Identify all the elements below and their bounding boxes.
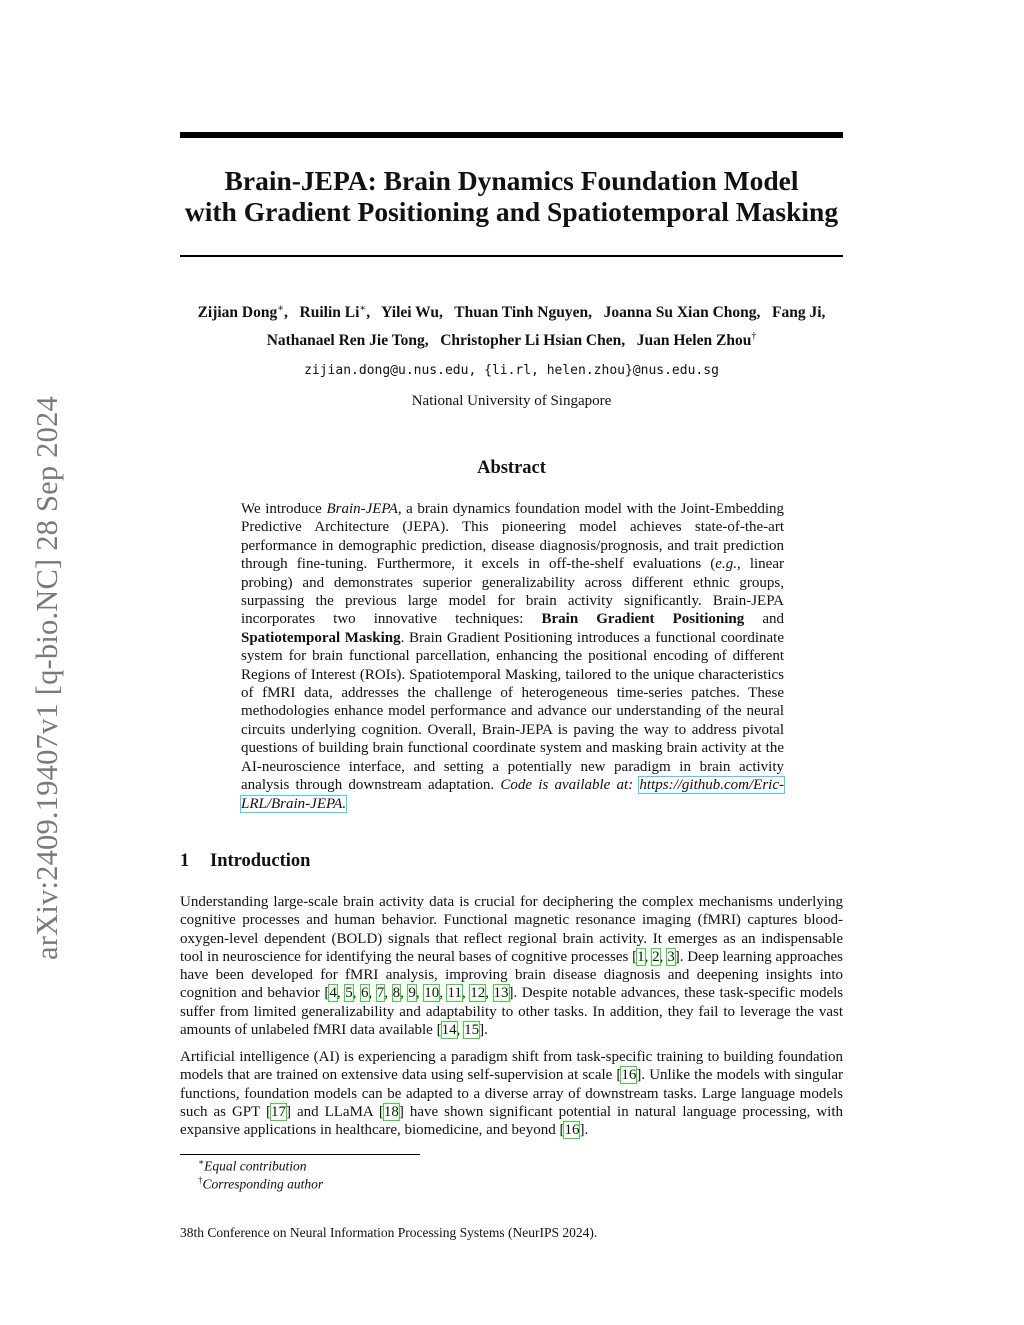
- citation-link[interactable]: 9: [408, 985, 416, 1002]
- citation-link[interactable]: 6: [361, 985, 369, 1002]
- citation-link[interactable]: 2: [652, 948, 660, 965]
- intro-paragraph-2: Artificial intelligence (AI) is experiencing a paradigm shift from task-specific training to building foundation models that are trained on extensive data using self-supervision at scale [16]. Unlike the models with singular functions, foundation models can be adapted to a diverse array of downstream tasks. Large language models such as GPT [17] and LLaMA [18] have shown significant potential in natural language processing, with expansive applications in healthcare, biomedicine, and beyond [16].: [180, 1049, 843, 1139]
- footnote-equal-contribution: ∗Equal contribution: [198, 1157, 307, 1174]
- citation-link[interactable]: 12: [470, 985, 486, 1002]
- citation-link[interactable]: 11: [447, 985, 462, 1002]
- title-line-1: Brain-JEPA: Brain Dynamics Foundation Model: [224, 165, 799, 196]
- citation-link[interactable]: 5: [345, 985, 353, 1002]
- citation-link[interactable]: 15: [464, 1022, 480, 1039]
- author: Ruilin Li∗,: [299, 303, 371, 322]
- code-repository-link[interactable]: https://github.com/Eric-LRL/Brain-JEPA.: [241, 777, 784, 812]
- abstract-heading: Abstract: [477, 458, 546, 478]
- citation-link[interactable]: 10: [424, 985, 440, 1002]
- code-availability-label: Code is available at:: [500, 777, 640, 794]
- paper-title: [180, 165, 843, 227]
- citation-link[interactable]: 17: [270, 1103, 286, 1120]
- citation-link[interactable]: 8: [392, 985, 401, 1002]
- citation-link[interactable]: 1: [637, 948, 645, 965]
- footnote-corresponding-author: †Corresponding author: [198, 1175, 324, 1192]
- footnote-rule: [180, 1154, 420, 1155]
- author: Christopher Li Hsian Chen,: [440, 332, 626, 350]
- author-emails: zijian.dong@u.nus.edu, {li.rl, helen.zhou}@nus.edu.sg: [304, 363, 719, 378]
- author: Yilei Wu,: [381, 304, 443, 322]
- title-top-rule: [180, 132, 843, 138]
- section-heading-introduction: [180, 851, 310, 872]
- citation-link[interactable]: 7: [376, 985, 385, 1002]
- citation-link[interactable]: 16: [621, 1067, 637, 1084]
- affiliation: National University of Singapore: [411, 393, 612, 409]
- abstract-text: We introduce Brain-JEPA, a brain dynamics foundation model with the Joint-Embedding Predictive Architecture (JEPA). This pioneering model achieves state-of-the-art performance in demographic prediction, disease diagnosis/prognosis, and trait prediction through fine-tuning. Furthermore, it excels in off-the-shelf evaluations (e.g., linear probing) and demonstrates superior generalizability across different ethnic groups, surpassing the previous large model for brain activity significantly. Brain-JEPA incorporates two innovative techniques: Brain Gradient Positioning and Spatiotemporal Masking. Brain Gradient Positioning introduces a functional coordinate system for brain functional parcellation, enhancing the positional encoding of different Regions of Interest (ROIs). Spatiotemporal Masking, tailored to the unique characteristics of fMRI data, addresses the challenge of heterogeneous time-series patches. These methodologies enhance model performance and advance our understanding of the neural circuits underlying cognition. Overall, Brain-JEPA is paving the way to address pivotal questions of building brain functional coordinate system and masking brain activity at the AI-neuroscience interface, and setting a potentially new paradigm in brain activity analysis through downstream adaptation. Code is available at: https://github.com/Eric-LRL/Brain-JEPA.: [241, 501, 784, 812]
- conference-footer: 38th Conference on Neural Information Processing Systems (NeurIPS 2024).: [180, 1225, 598, 1240]
- citation-link[interactable]: 4: [329, 985, 337, 1002]
- citation-link[interactable]: 13: [493, 985, 509, 1002]
- section-number: 1: [180, 851, 190, 871]
- title-line-2: with Gradient Positioning and Spatiotemporal Masking: [184, 196, 839, 227]
- author: Thuan Tinh Nguyen,: [454, 304, 592, 322]
- author: Joanna Su Xian Chong,: [603, 304, 761, 322]
- citation-link[interactable]: 14: [441, 1022, 457, 1039]
- author-list-line-2: [160, 328, 863, 350]
- author: Nathanael Ren Jie Tong,: [266, 332, 429, 350]
- section-title: Introduction: [210, 851, 311, 871]
- author: Zijian Dong∗,: [197, 303, 288, 322]
- author: Fang Ji,: [772, 304, 826, 322]
- citation-link[interactable]: 18: [383, 1103, 399, 1120]
- title-bottom-rule: [180, 255, 843, 257]
- arxiv-identifier-stamp: arXiv:2409.19407v1 [q-bio.NC] 28 Sep 2024: [30, 396, 64, 960]
- author-list-line-1: [160, 300, 863, 322]
- intro-paragraph-1: Understanding large-scale brain activity data is crucial for deciphering the complex mechanisms underlying cognitive processes and human behavior. Functional magnetic resonance imaging (fMRI) captures blood-oxygen-level dependent (BOLD) signals that reflect regional brain activity. It emerges as an indispensable tool in neuroscience for identifying the neural bases of cognitive processes [1, 2, 3]. Deep learning approaches have been developed for fMRI analysis, improving brain disease diagnosis and deepening insights into cognition and behavior [4, 5, 6, 7, 8, 9, 10, 11, 12, 13]. Despite notable advances, these task-specific models suffer from limited generalizability and adaptability to other tasks. In addition, they fail to leverage the vast amounts of unlabeled fMRI data available [14, 15].: [180, 894, 844, 1039]
- citation-link[interactable]: 3: [667, 948, 675, 965]
- author: Juan Helen Zhou†: [636, 331, 757, 350]
- citation-link[interactable]: 16: [564, 1122, 580, 1139]
